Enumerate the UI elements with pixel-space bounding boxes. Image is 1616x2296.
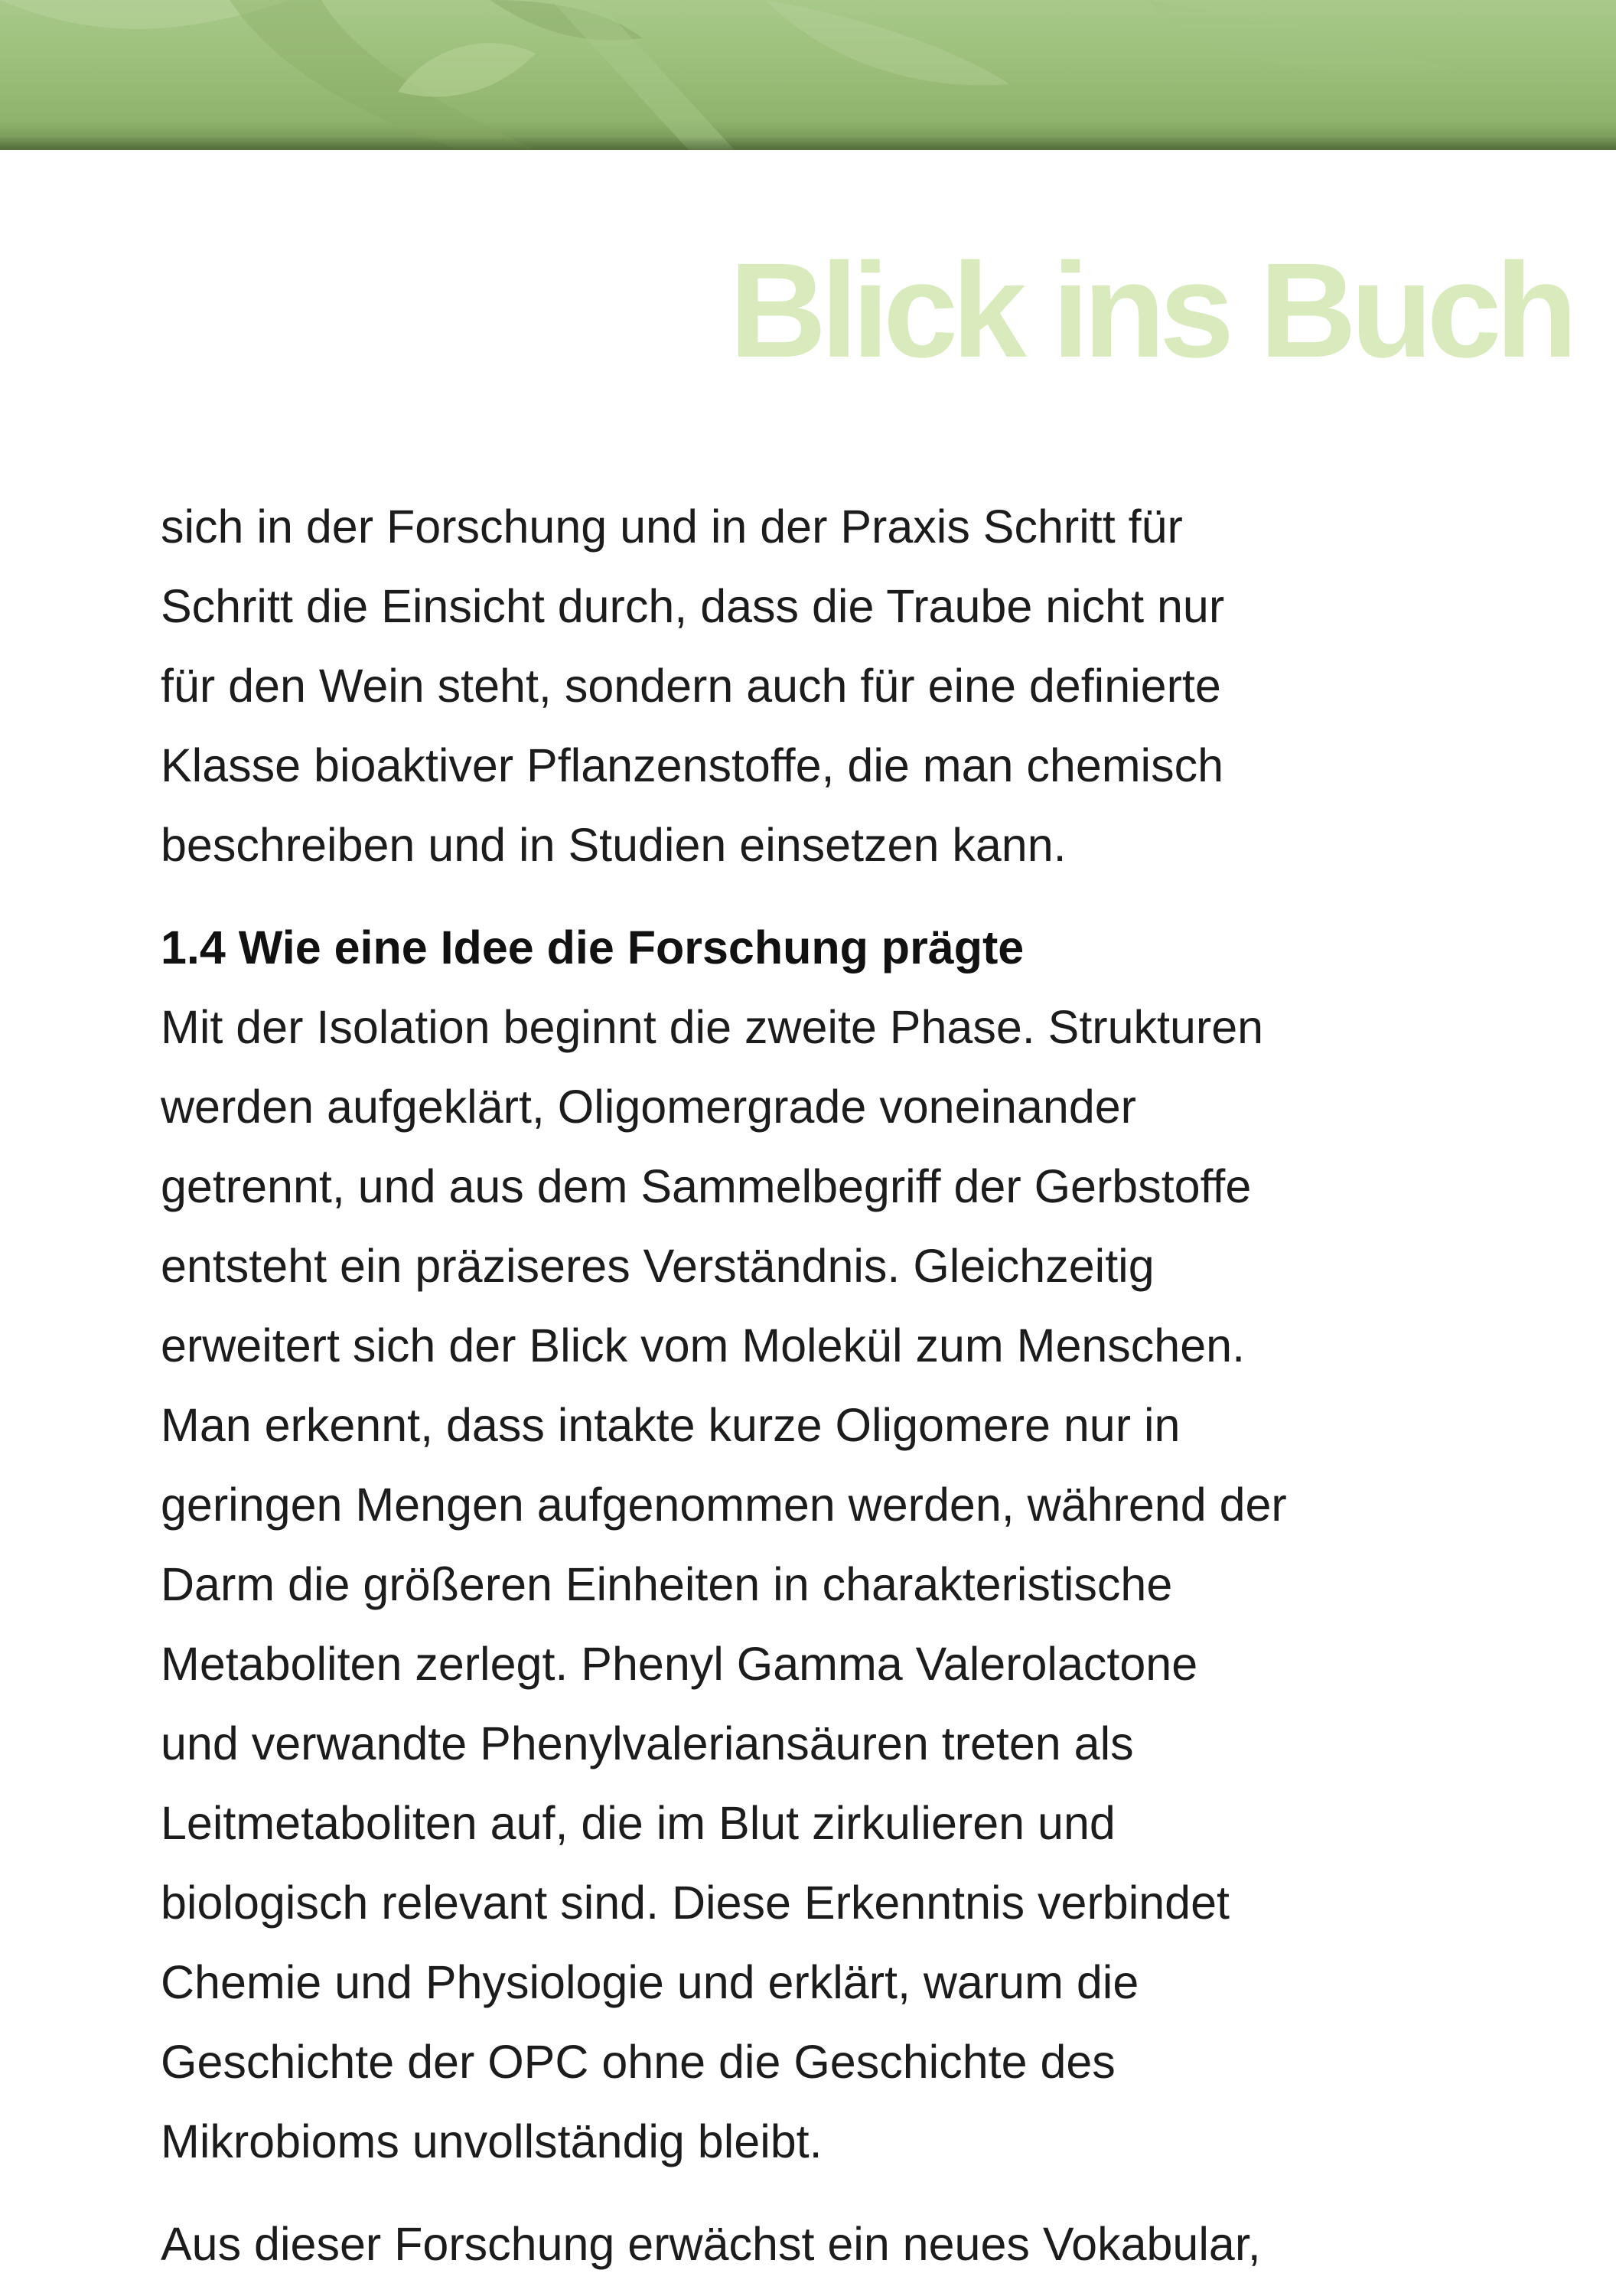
text-line: Metaboliten zerlegt. Phenyl Gamma Valerolactone — [161, 1638, 1198, 1690]
paragraph — [161, 487, 1477, 885]
text-line: erweitert sich der Blick vom Molekül zum Menschen. — [161, 1319, 1246, 1371]
text-line: werden aufgeklärt, Oligomergrade voneinander — [161, 1081, 1136, 1133]
text-line: getrennt, und aus dem Sammelbegriff der Gerbstoffe — [161, 1160, 1252, 1212]
text-line: Geschichte der OPC ohne die Geschichte des — [161, 2036, 1116, 2088]
text-line: Leitmetaboliten auf, die im Blut zirkulieren und — [161, 1797, 1116, 1849]
text-line: sich in der Forschung und in der Praxis Schritt für — [161, 501, 1183, 553]
leaf-pattern-graphic — [0, 0, 1616, 150]
text-line: für den Wein steht, sondern auch für eine definierte — [161, 660, 1221, 712]
text-line: entsteht ein präziseres Verständnis. Gleichzeitig — [161, 1240, 1155, 1292]
banner-bottom-shadow — [0, 136, 1616, 150]
text-line: biologisch relevant sind. Diese Erkenntnis verbindet — [161, 1877, 1230, 1929]
paragraph — [161, 987, 1477, 2181]
text-line: beschreiben und in Studien einsetzen kann. — [161, 819, 1067, 871]
text-line: Aus dieser Forschung erwächst ein neues Vokabular, — [161, 2218, 1261, 2270]
section-heading: 1.4 Wie eine Idee die Forschung prägte — [161, 921, 1025, 974]
text-line: Man erkennt, dass intakte kurze Oligomere nur in — [161, 1399, 1181, 1451]
text-line: Schritt die Einsicht durch, dass die Traube nicht nur — [161, 580, 1225, 632]
book-excerpt — [161, 487, 1477, 2284]
text-line: und verwandte Phenylvaleriansäuren treten als — [161, 1717, 1134, 1769]
paragraph — [161, 2204, 1477, 2284]
page-title: Blick ins Buch — [729, 236, 1572, 386]
decorative-banner — [0, 0, 1616, 150]
text-line: Darm die größeren Einheiten in charakteristische — [161, 1558, 1173, 1610]
text-line: geringen Mengen aufgenommen werden, während der — [161, 1479, 1287, 1531]
text-line: Mikrobioms unvollständig bleibt. — [161, 2115, 823, 2167]
text-line: Klasse bioaktiver Pflanzenstoffe, die man chemisch — [161, 739, 1224, 791]
text-line: Chemie und Physiologie und erklärt, warum die — [161, 1956, 1139, 2008]
text-line: Mit der Isolation beginnt die zweite Phase. Strukturen — [161, 1001, 1264, 1053]
